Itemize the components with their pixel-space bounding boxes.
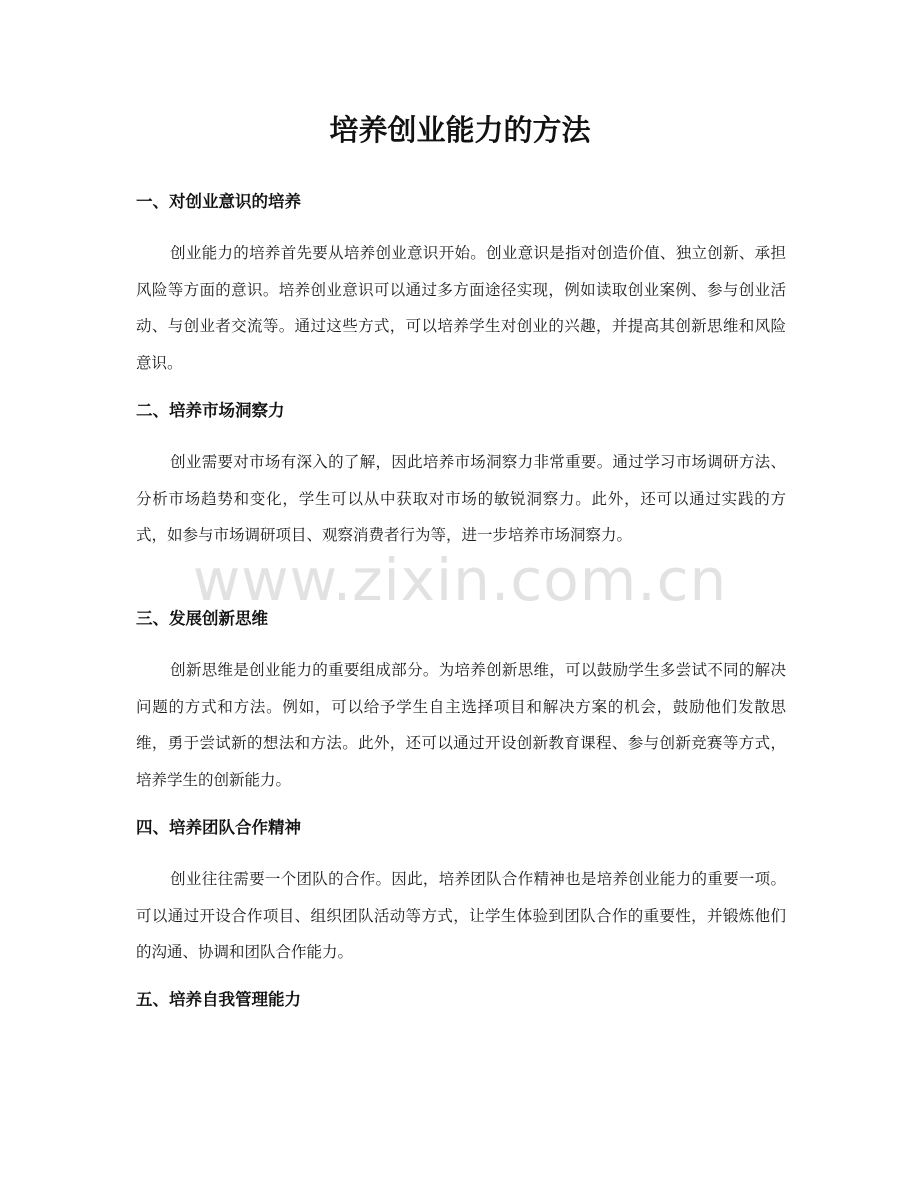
section-heading-5: 五、培养自我管理能力 (136, 990, 301, 1009)
section-heading-2: 二、培养市场洞察力 (136, 401, 285, 420)
section-body-2: 创业需要对市场有深入的了解，因此培养市场洞察力非常重要。通过学习市场调研方法、分析市场趋势和变化，学生可以从中获取对市场的敏锐洞察力。此外，还可以通过实践的方式，如参与市场调研项目、观察消费者行为等，进一步培养市场洞察力。 (136, 453, 786, 544)
section-body-4: 创业往往需要一个团队的合作。因此，培养团队合作精神也是培养创业能力的重要一项。可以通过开设合作项目、组织团队活动等方式，让学生体验到团队合作的重要性，并锻炼他们的沟通、协调和团队合作能力。 (136, 870, 786, 961)
section-body-3: 创新思维是创业能力的重要组成部分。为培养创新思维，可以鼓励学生多尝试不同的解决问题的方式和方法。例如，可以给予学生自主选择项目和解决方案的机会，鼓励他们发散思维，勇于尝试新的想法和方法。此外，还可以通过开设创新教育课程、参与创新竞赛等方式，培养学生的创新能力。 (136, 661, 786, 789)
section-heading-1: 一、对创业意识的培养 (136, 192, 301, 211)
watermark: www.zixin.com.cn (192, 546, 728, 614)
section-heading-3: 三、发展创新思维 (136, 609, 268, 628)
section-heading-4: 四、培养团队合作精神 (136, 818, 301, 837)
section-body-1: 创业能力的培养首先要从培养创业意识开始。创业意识是指对创造价值、独立创新、承担风险等方面的意识。培养创业意识可以通过多方面途径实现，例如读取创业案例、参与创业活动、与创业者交流等。通过这些方式，可以培养学生对创业的兴趣，并提高其创新思维和风险意识。 (136, 244, 786, 372)
document-title: 培养创业能力的方法 (329, 113, 591, 147)
